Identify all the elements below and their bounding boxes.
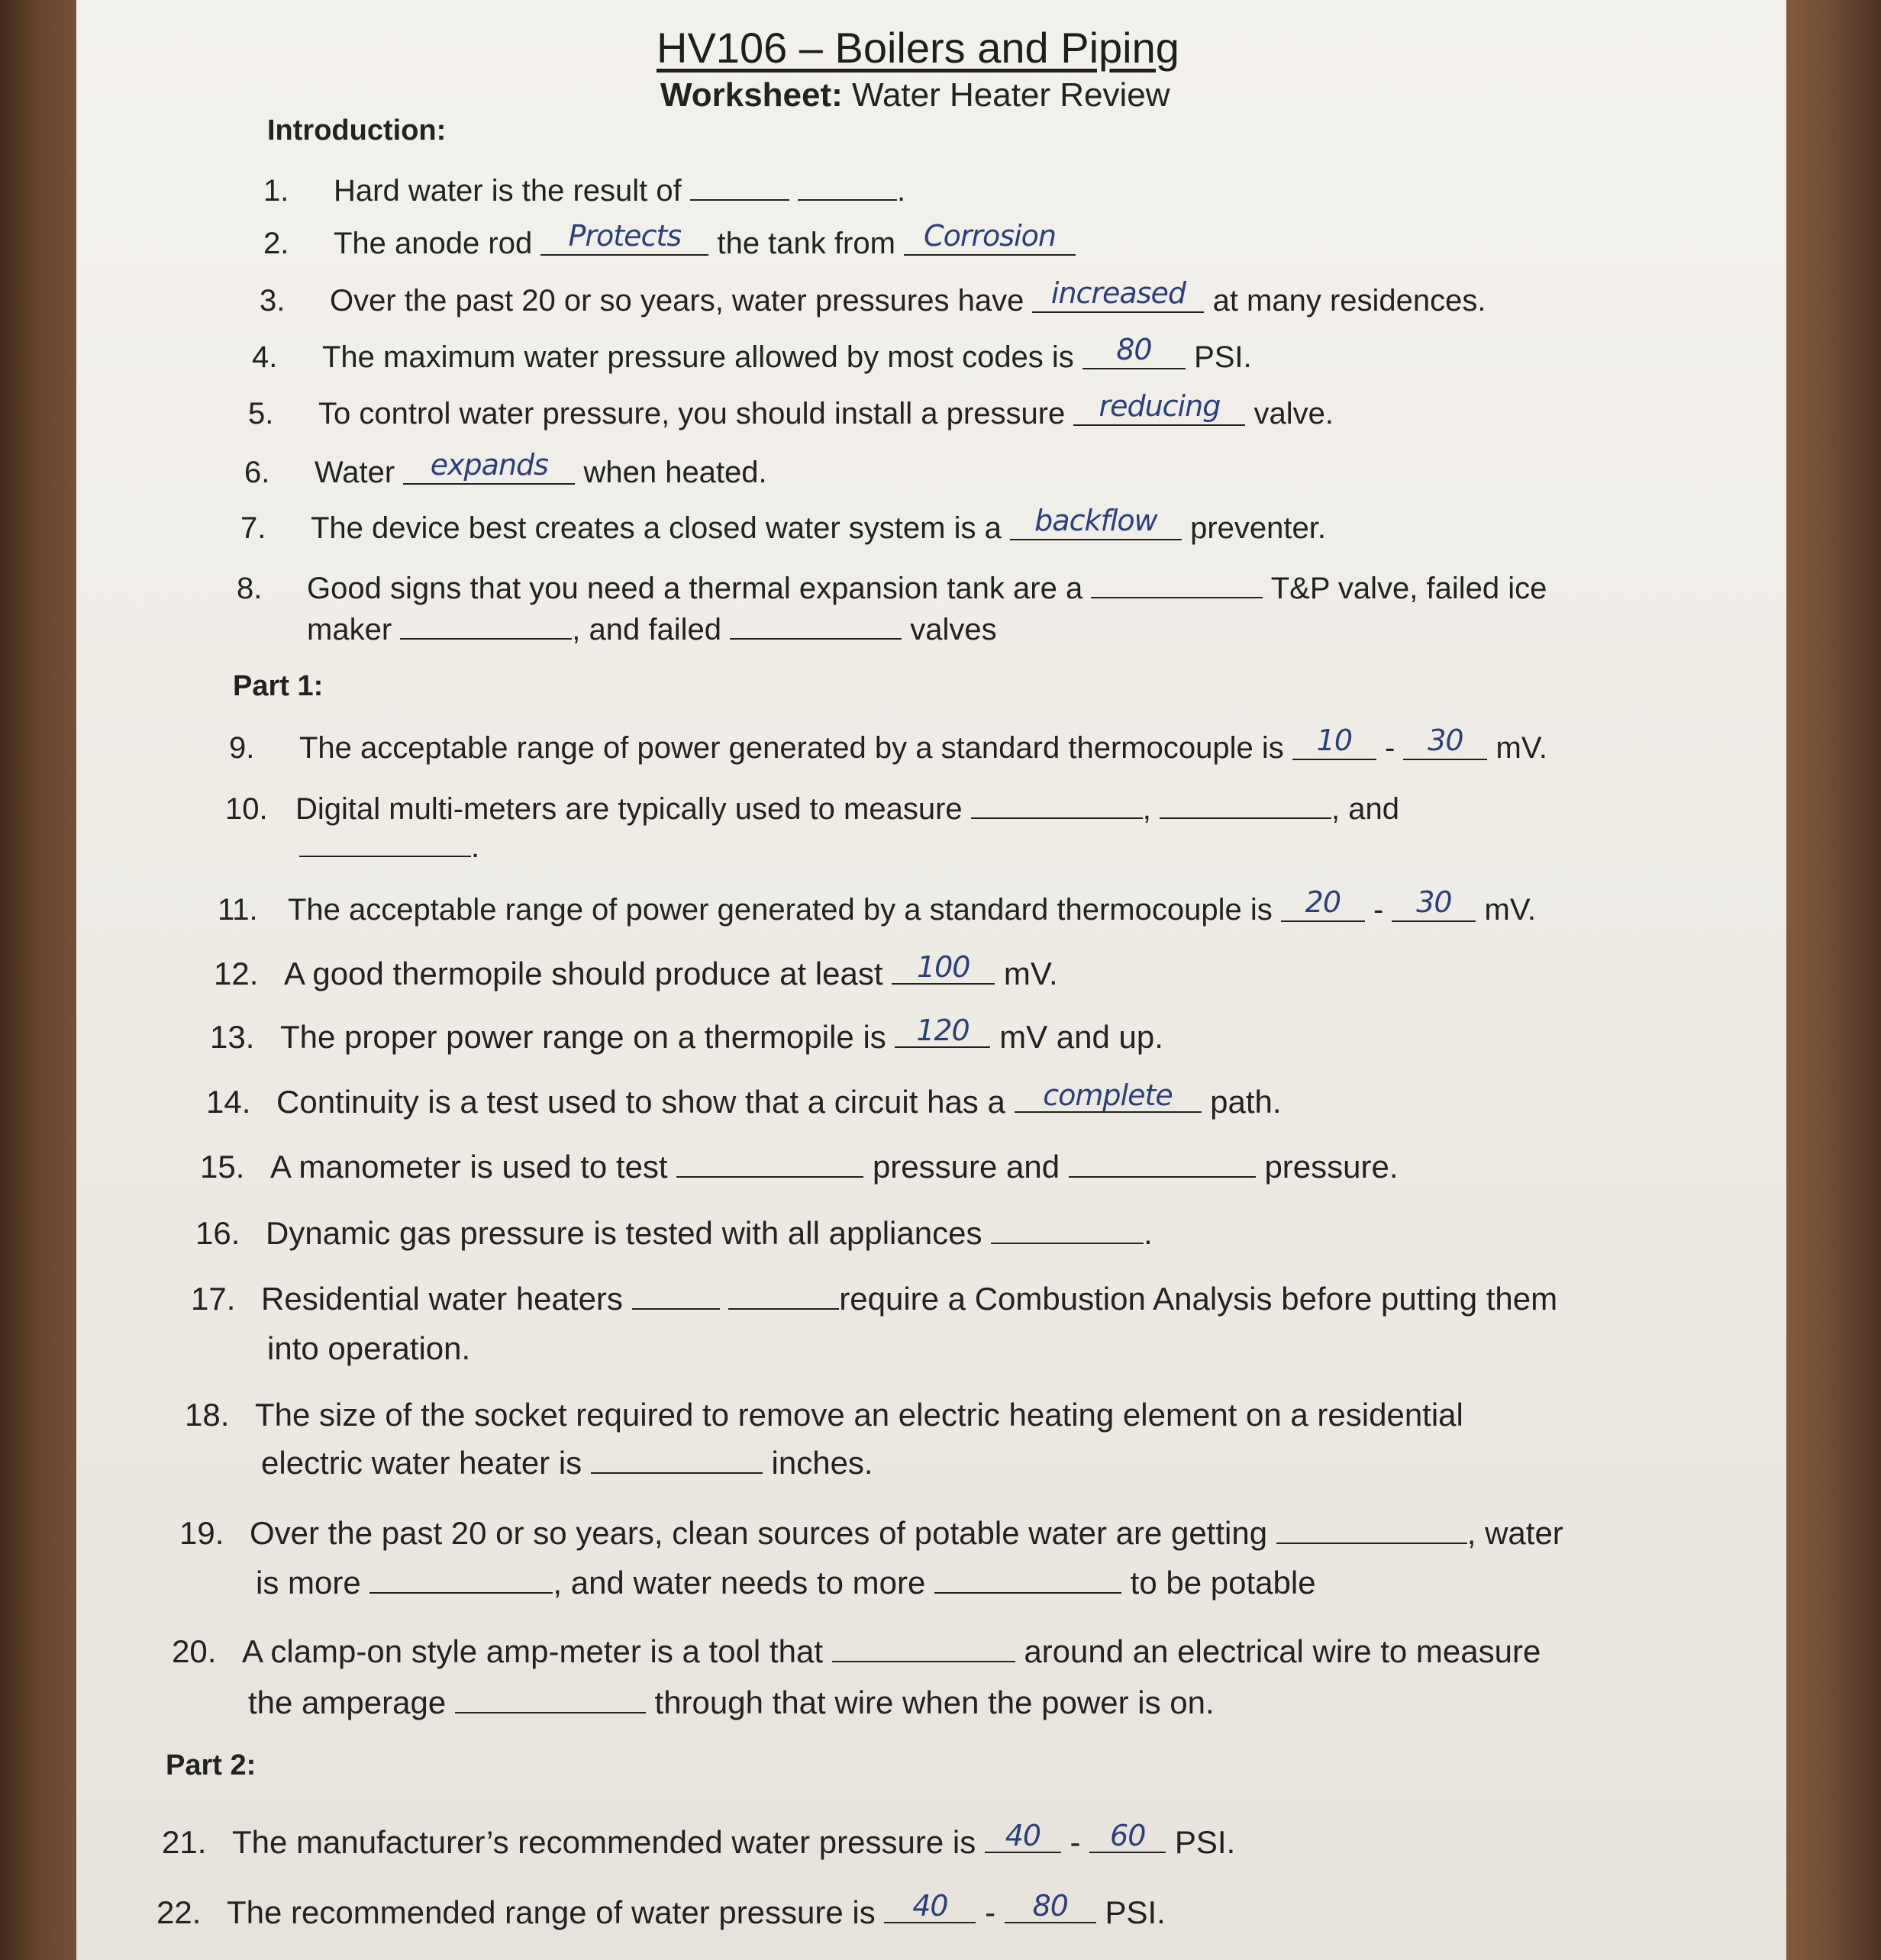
question-8-continued xyxy=(307,611,997,647)
answer-blank[interactable] xyxy=(369,1565,553,1594)
question-text: mV. xyxy=(1484,893,1536,927)
worksheet-title: HV106 – Boilers and Piping xyxy=(657,24,1179,72)
question-18-continued xyxy=(261,1445,873,1481)
table-surface-right xyxy=(1774,0,1881,1960)
question-text: inches. xyxy=(771,1445,873,1481)
answer-blank[interactable] xyxy=(1073,389,1245,426)
question-text: , water xyxy=(1466,1515,1563,1551)
question-text: , and water needs to more xyxy=(553,1565,926,1601)
question-text: The manufacturer’s recommended water pressure is xyxy=(232,1824,976,1860)
question-text: Over the past 20 or so years, clean sources of potable water are getting xyxy=(250,1515,1268,1551)
answer-blank[interactable] xyxy=(299,828,471,857)
question-text: through that wire when the power is on. xyxy=(654,1684,1215,1720)
question-text: valves xyxy=(910,613,997,646)
question-14 xyxy=(206,1078,1282,1120)
question-20-continued xyxy=(248,1684,1215,1721)
handwritten-answer: 100 xyxy=(916,950,970,984)
question-number: 5. xyxy=(248,397,274,430)
answer-blank[interactable] xyxy=(632,1281,720,1310)
answer-blank[interactable] xyxy=(884,1889,976,1923)
question-text: pressure and xyxy=(872,1149,1060,1185)
question-text: electric water heater is xyxy=(261,1445,582,1481)
question-10-continued xyxy=(299,828,479,865)
question-number: 17. xyxy=(191,1281,236,1317)
question-17 xyxy=(191,1281,1557,1317)
answer-blank[interactable] xyxy=(1276,1515,1467,1544)
question-2 xyxy=(263,219,1076,261)
question-number: 15. xyxy=(200,1149,245,1185)
range-dash: - xyxy=(1070,1824,1081,1860)
answer-blank[interactable] xyxy=(1281,885,1365,922)
handwritten-answer: 20 xyxy=(1305,885,1341,919)
answer-blank[interactable] xyxy=(934,1565,1121,1594)
question-text: Digital multi-meters are typically used to measure xyxy=(295,792,963,826)
answer-blank[interactable] xyxy=(728,1281,839,1310)
section-introduction: Introduction: xyxy=(267,114,447,147)
question-number: 22. xyxy=(156,1894,202,1930)
answer-blank[interactable] xyxy=(1069,1149,1256,1178)
question-text: , and failed xyxy=(572,613,721,646)
answer-blank[interactable] xyxy=(895,1014,990,1048)
answer-blank[interactable] xyxy=(1292,724,1376,760)
question-text: The acceptable range of power generated by a standard thermocouple is xyxy=(299,731,1284,765)
range-dash: - xyxy=(985,1894,996,1930)
question-text: is more xyxy=(256,1565,361,1601)
question-19 xyxy=(179,1515,1563,1552)
question-text: path. xyxy=(1210,1084,1282,1120)
answer-blank[interactable] xyxy=(1091,569,1263,598)
question-text: mV. xyxy=(1003,956,1058,991)
question-17-continued xyxy=(267,1330,470,1367)
question-text: To control water pressure, you should install a pressure xyxy=(318,397,1066,430)
question-9 xyxy=(229,724,1547,766)
question-text: require a Combustion Analysis before putting them xyxy=(839,1281,1558,1317)
answer-blank[interactable] xyxy=(1403,724,1487,760)
question-text: mV. xyxy=(1495,731,1547,765)
question-text: Residential water heaters xyxy=(261,1281,623,1317)
answer-blank[interactable] xyxy=(892,950,995,985)
question-text: Water xyxy=(315,456,395,489)
answer-blank[interactable] xyxy=(1082,333,1186,369)
question-number: 10. xyxy=(225,792,268,826)
question-text: A clamp-on style amp-meter is a tool that xyxy=(242,1633,823,1669)
question-text: The anode rod xyxy=(334,227,533,260)
question-text: when heated. xyxy=(583,456,767,489)
question-10 xyxy=(225,790,1399,827)
question-number: 21. xyxy=(162,1824,207,1860)
question-text: Dynamic gas pressure is tested with all appliances xyxy=(266,1215,982,1251)
subtitle-text: Water Heater Review xyxy=(852,76,1170,114)
question-text: PSI. xyxy=(1194,340,1252,374)
question-number: 1. xyxy=(263,174,289,208)
answer-blank[interactable] xyxy=(1160,790,1331,819)
handwritten-answer: 60 xyxy=(1110,1819,1146,1852)
answer-blank[interactable] xyxy=(540,219,708,256)
question-number: 7. xyxy=(240,511,266,545)
question-number: 19. xyxy=(179,1515,224,1551)
answer-blank[interactable] xyxy=(730,611,902,640)
question-6 xyxy=(244,448,767,490)
question-text: preventer. xyxy=(1190,511,1326,545)
answer-blank[interactable] xyxy=(832,1633,1015,1662)
range-dash: - xyxy=(1373,893,1384,927)
question-text: pressure. xyxy=(1264,1149,1399,1185)
worksheet-subtitle xyxy=(660,76,1170,114)
handwritten-answer: 80 xyxy=(1032,1889,1068,1923)
question-text: The maximum water pressure allowed by most codes is xyxy=(322,340,1074,374)
question-18 xyxy=(185,1397,1463,1433)
question-3 xyxy=(260,276,1486,318)
question-text: to be potable xyxy=(1130,1565,1316,1601)
question-text: Continuity is a test used to show that a circuit has a xyxy=(276,1084,1005,1120)
question-number: 3. xyxy=(260,284,286,318)
question-number: 4. xyxy=(252,340,278,374)
question-text: The proper power range on a thermopile is xyxy=(280,1019,886,1055)
question-text: the tank from xyxy=(717,227,895,260)
handwritten-answer: Protects xyxy=(568,219,682,253)
question-text: A good thermopile should produce at least xyxy=(284,956,883,991)
question-number: 13. xyxy=(210,1019,255,1055)
question-text: Hard water is the result of xyxy=(334,174,682,208)
answer-blank[interactable] xyxy=(1005,1889,1096,1923)
question-16 xyxy=(195,1215,1153,1252)
question-number: 20. xyxy=(172,1633,217,1669)
answer-blank[interactable] xyxy=(455,1684,646,1713)
answer-blank[interactable] xyxy=(676,1149,863,1178)
question-text: , xyxy=(1142,792,1151,826)
question-number: 9. xyxy=(229,731,255,765)
question-number: 14. xyxy=(206,1084,251,1120)
handwritten-answer: 10 xyxy=(1316,724,1353,757)
answer-blank[interactable] xyxy=(971,790,1143,819)
question-8 xyxy=(237,569,1547,606)
question-text: The device best creates a closed water system is a xyxy=(311,511,1002,545)
question-text: . xyxy=(1144,1215,1153,1251)
question-13 xyxy=(210,1014,1163,1056)
handwritten-answer: 80 xyxy=(1116,333,1152,366)
answer-blank[interactable] xyxy=(690,172,789,201)
question-number: 2. xyxy=(263,227,289,260)
question-text: mV and up. xyxy=(999,1019,1163,1055)
question-text: T&P valve, failed ice xyxy=(1270,572,1547,605)
answer-blank[interactable] xyxy=(798,172,897,201)
handwritten-answer: reducing xyxy=(1099,389,1221,423)
question-text: at many residences. xyxy=(1212,284,1486,318)
question-text: PSI. xyxy=(1174,1824,1236,1860)
answer-blank[interactable] xyxy=(400,611,572,640)
handwritten-answer: Corrosion xyxy=(924,219,1056,253)
question-7 xyxy=(240,504,1326,546)
question-5 xyxy=(248,389,1334,431)
question-text: A manometer is used to test xyxy=(270,1149,668,1185)
handwritten-answer: 40 xyxy=(1005,1819,1041,1852)
question-text: The size of the socket required to remove an electric heating element on a residential xyxy=(255,1397,1463,1433)
handwritten-answer: backflow xyxy=(1034,504,1157,537)
section-part-2: Part 2: xyxy=(166,1749,256,1781)
question-12 xyxy=(214,950,1058,992)
question-15 xyxy=(200,1149,1399,1185)
question-text: Over the past 20 or so years, water pressures have xyxy=(330,284,1024,318)
question-text: valve. xyxy=(1253,397,1334,430)
answer-blank[interactable] xyxy=(591,1445,763,1474)
answer-blank[interactable] xyxy=(403,448,575,485)
question-text: maker xyxy=(307,613,392,646)
question-number: 18. xyxy=(185,1397,230,1433)
question-20 xyxy=(172,1633,1541,1670)
answer-blank[interactable] xyxy=(985,1819,1061,1853)
question-text: The acceptable range of power generated by a standard thermocouple is xyxy=(288,893,1273,927)
handwritten-answer: 30 xyxy=(1428,724,1463,757)
question-1 xyxy=(263,172,905,208)
question-number: 12. xyxy=(214,956,259,991)
question-text: The recommended range of water pressure is xyxy=(227,1894,876,1930)
handwritten-answer: 30 xyxy=(1416,885,1452,919)
answer-blank[interactable] xyxy=(1015,1078,1202,1113)
handwritten-answer: 40 xyxy=(912,1889,948,1923)
question-11 xyxy=(218,885,1536,927)
handwritten-answer: complete xyxy=(1043,1078,1173,1112)
question-text: around an electrical wire to measure xyxy=(1024,1633,1541,1669)
handwritten-answer: expands xyxy=(430,448,548,482)
question-19-continued xyxy=(256,1565,1316,1601)
answer-blank[interactable] xyxy=(991,1215,1144,1244)
question-text: the amperage xyxy=(248,1684,447,1720)
question-21 xyxy=(162,1819,1236,1861)
question-number: 6. xyxy=(244,456,270,489)
question-number: 16. xyxy=(195,1215,240,1251)
range-dash: - xyxy=(1384,731,1395,765)
question-4 xyxy=(252,333,1252,375)
answer-blank[interactable] xyxy=(1010,504,1182,540)
handwritten-answer: 120 xyxy=(916,1014,970,1047)
question-text: Good signs that you need a thermal expansion tank are a xyxy=(307,572,1083,605)
handwritten-answer: increased xyxy=(1050,276,1186,310)
answer-blank[interactable] xyxy=(1032,276,1204,313)
question-text: PSI. xyxy=(1105,1894,1166,1930)
question-text: into operation. xyxy=(267,1330,471,1366)
question-number: 11. xyxy=(218,893,258,927)
subtitle-label: Worksheet: xyxy=(660,76,843,114)
worksheet-page xyxy=(76,0,1786,1960)
question-number: 8. xyxy=(237,572,263,605)
question-text: . xyxy=(897,174,906,208)
question-text: . xyxy=(471,830,480,864)
answer-blank[interactable] xyxy=(1392,885,1476,922)
question-22 xyxy=(156,1889,1166,1931)
answer-blank[interactable] xyxy=(1089,1819,1166,1853)
question-text: , and xyxy=(1331,792,1399,826)
section-part-1: Part 1: xyxy=(233,670,324,702)
answer-blank[interactable] xyxy=(904,219,1076,256)
